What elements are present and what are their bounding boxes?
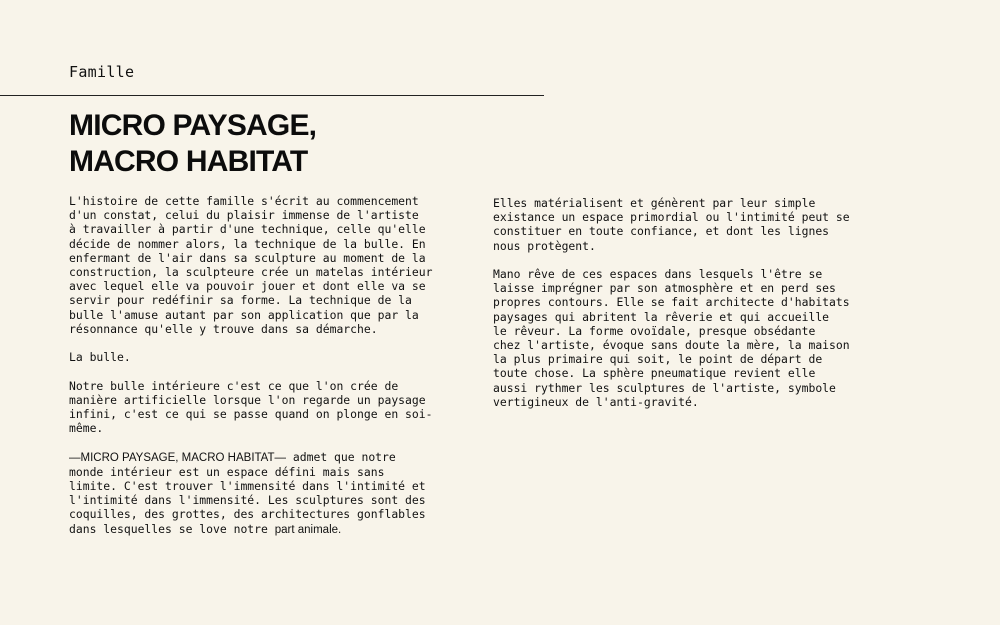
paragraph: Notre bulle intérieure c'est ce que l'on crée de manière artificielle lorsque l'on regarde un paysage infini, c'est ce qui se passe quand on plonge en soi- même.: [69, 378, 433, 436]
left-text-column: [69, 194, 469, 551]
paragraph: [69, 450, 469, 537]
title-line-2: MACRO HABITAT: [69, 145, 308, 178]
paragraph: Mano rêve de ces espaces dans lesquels l'être se laisse imprégner par son atmosphère et en perd ses propres contours. Elle se fait architecte d'habitats paysages qui abritent la rêverie et qui accueille le rêveur. La forme ovoïdale, presque obsédante chez l'artiste, évoque sans doute la mère, la maison la plus primaire qui soit, le point de départ de toute chose. La sphère pneumatique revient elle aussi rythmer les sculptures de l'artiste, symbole vertigineux de l'anti-gravité.: [493, 267, 850, 409]
right-text-column: [493, 196, 893, 423]
paragraph: Elles matérialisent et génèrent par leur simple existance un espace primordial ou l'intimité peut se constituer en toute confiance, et dont les lignes nous protègent.: [493, 196, 850, 253]
inline-emphasis: part animale.: [274, 523, 342, 536]
header-divider: [0, 95, 544, 96]
inline-title: —MICRO PAYSAGE, MACRO HABITAT—: [69, 451, 287, 464]
paragraph: L'histoire de cette famille s'écrit au commencement d'un constat, celui du plaisir immense de l'artiste à travailler à partir d'une technique, celle qu'elle décide de nommer alors, la technique de la bulle. En enfermant de l'air dans sa sculpture au moment de la construction, la sculpteure crée un matelas intérieur avec lequel elle va pouvoir jouer et dont elle va se servir pour redéfinir sa forme. La technique de la bulle l'amuse autant par son application que par la résonnance qu'elle y trouve dans sa démarche.: [69, 194, 433, 336]
paragraph-body: admet que notre monde intérieur est un espace défini mais sans limite. C'est trouver l'immensité dans l'intimité et l'intimité dans l'immensité. Les sculptures sont des coquilles, des grottes, des architectures gonflables dans lesquelles se love notre: [69, 449, 426, 536]
paragraph: La bulle.: [69, 350, 131, 365]
title-line-1: MICRO PAYSAGE,: [69, 109, 317, 142]
page-title: [69, 108, 316, 180]
section-label: Famille: [69, 63, 135, 81]
